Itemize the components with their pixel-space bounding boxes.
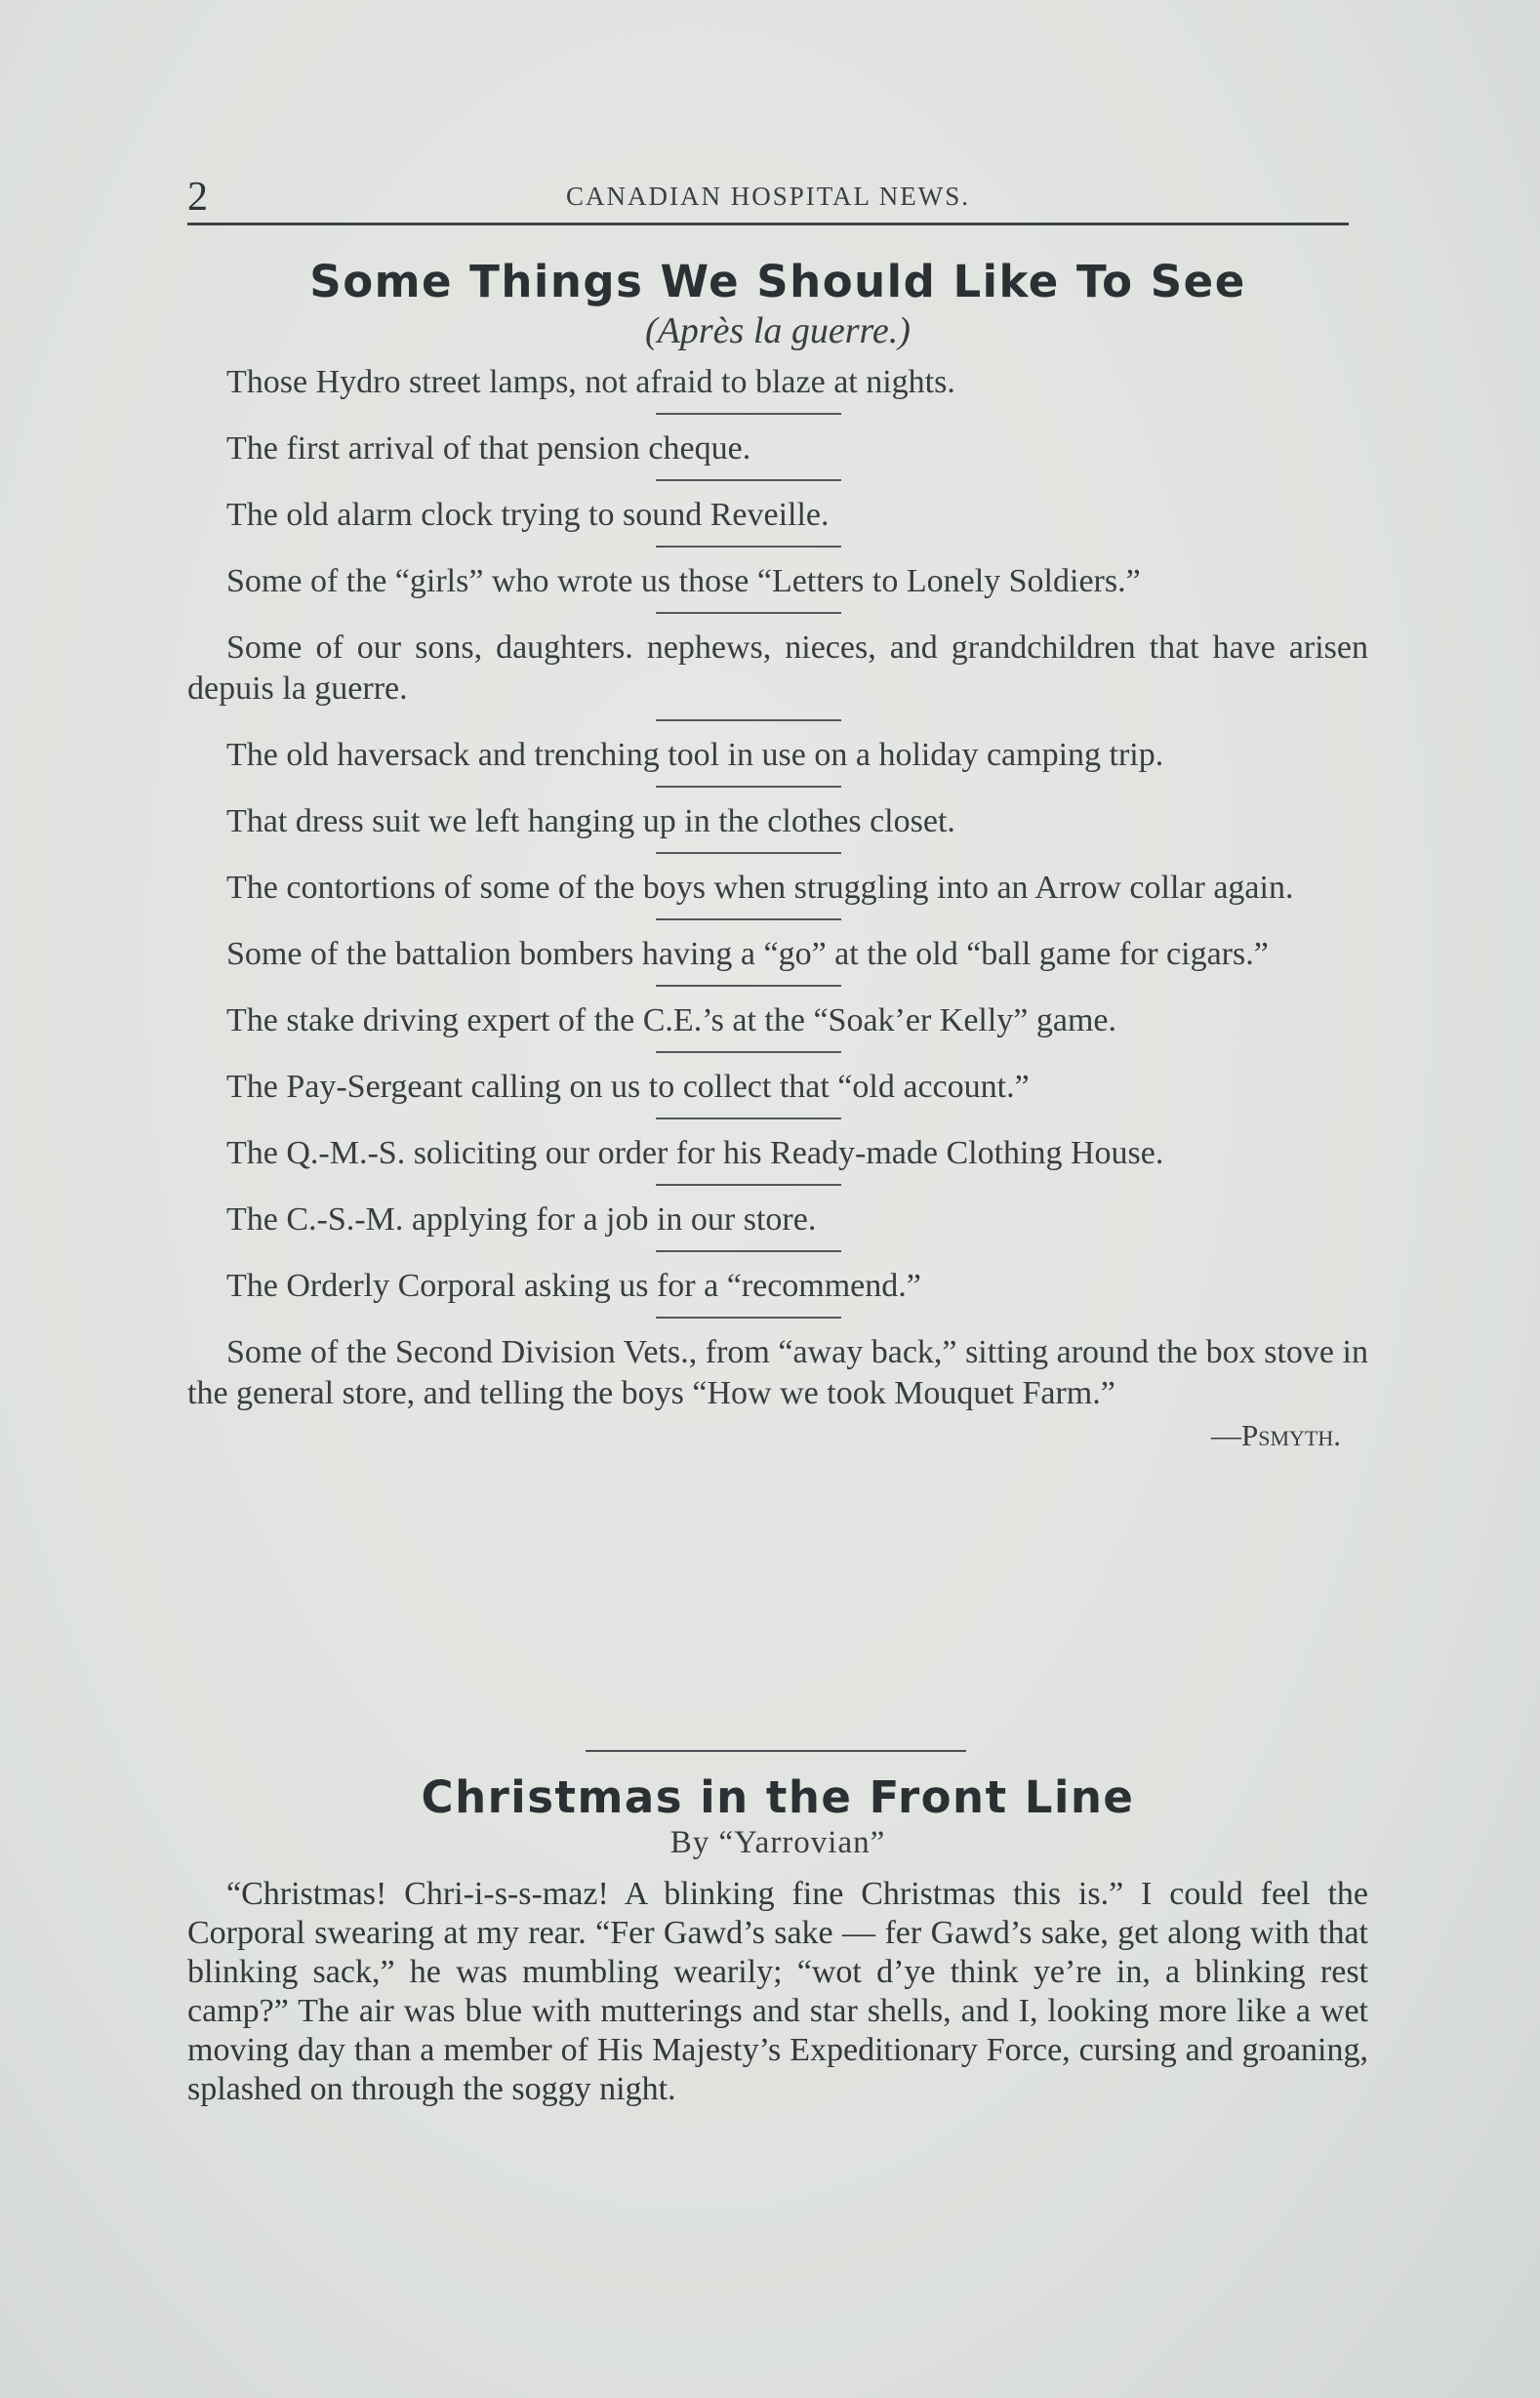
list-item: The contortions of some of the boys when struggling into an Arrow collar again. xyxy=(226,870,1294,906)
item-separator xyxy=(656,985,841,987)
header-rule xyxy=(187,223,1349,225)
item-separator xyxy=(656,1250,841,1252)
item-separator xyxy=(656,1317,841,1319)
list-item: Some of our sons, daughters. nephews, nieces, and grandchildren that have arisen depuis la guerre. xyxy=(187,630,1368,707)
article-title: Christmas in the Front Line xyxy=(421,1771,1135,1823)
list-item: The Orderly Corporal asking us for a “recommend.” xyxy=(226,1268,921,1304)
item-separator xyxy=(656,786,841,788)
item-separator xyxy=(656,546,841,548)
list-item: Some of the battalion bombers having a “go” at the old “ball game for cigars.” xyxy=(226,936,1269,972)
list-item: The stake driving expert of the C.E.’s at the “Soak’er Kelly” game. xyxy=(226,1002,1117,1038)
list-item: The old alarm clock trying to sound Reveille. xyxy=(226,497,830,533)
item-separator xyxy=(656,852,841,854)
item-separator xyxy=(656,719,841,721)
author-signature: —Psmyth. xyxy=(1210,1418,1341,1452)
body-paragraph: “Christmas! Chri-i-s-s-maz! A blinking fine Christmas this is.” I could feel the Corporal swearing at my rear. “Fer Gawd’s sake — fer Gawd’s sake, get along with that blinking sack,” he was mumbling wearily; “wot d’ye think ye’re in, a blinking rest camp?” The air was blue with mutterings and star shells, and I, looking more like a wet moving day than a member of His Majesty’s Expeditionary Force, cursing and groaning, splashed on through the soggy night. xyxy=(187,1876,1368,2107)
journal-title: CANADIAN HOSPITAL NEWS. xyxy=(565,182,971,211)
list-item: The first arrival of that pension cheque. xyxy=(226,430,751,467)
article-title: Some Things We Should Like To See xyxy=(309,256,1246,307)
list-item: The Pay-Sergeant calling on us to collect that “old account.” xyxy=(226,1069,1030,1105)
list-item: The old haversack and trenching tool in use on a holiday camping trip. xyxy=(226,737,1164,773)
wish-list xyxy=(187,362,1368,1414)
article-subtitle: (Après la guerre.) xyxy=(645,310,911,351)
list-item: Those Hydro street lamps, not afraid to blaze at nights. xyxy=(226,364,955,400)
list-item: The C.-S.-M. applying for a job in our store. xyxy=(226,1201,817,1238)
article-christmas xyxy=(187,1771,1368,2109)
list-item: That dress suit we left hanging up in the clothes closet. xyxy=(226,803,955,839)
article-some-things xyxy=(187,256,1368,1453)
page-number: 2 xyxy=(187,175,208,220)
list-item: Some of the Second Division Vets., from “away back,” sitting around the box stove in the general store, and telling the boys “How we took Mouquet Farm.” xyxy=(187,1334,1368,1411)
list-item: The Q.-M.-S. soliciting our order for his Ready-made Clothing House. xyxy=(226,1135,1164,1171)
article-byline: By “Yarrovian” xyxy=(669,1825,886,1860)
item-separator xyxy=(656,612,841,614)
item-separator xyxy=(656,1184,841,1186)
item-separator xyxy=(656,479,841,481)
running-head xyxy=(187,174,1349,223)
list-item: Some of the “girls” who wrote us those “Letters to Lonely Soldiers.” xyxy=(226,563,1141,599)
item-separator xyxy=(656,918,841,920)
item-separator xyxy=(656,413,841,415)
item-separator xyxy=(656,1118,841,1119)
item-separator xyxy=(656,1051,841,1053)
article-divider xyxy=(586,1750,966,1752)
